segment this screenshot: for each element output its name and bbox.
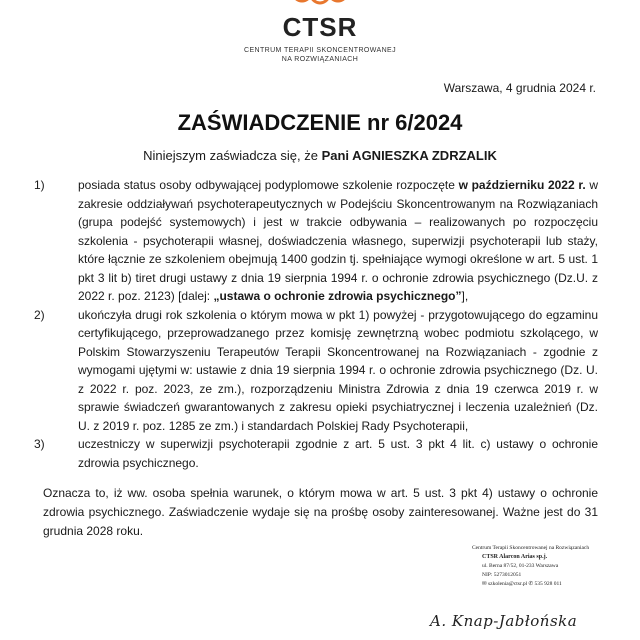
list-item (34, 306, 598, 436)
statement-list (34, 176, 598, 472)
intro-line (0, 148, 640, 163)
place-date: Warszawa, 4 grudnia 2024 r. (443, 81, 596, 95)
item-text-bold: w październiku 2022 r. (458, 178, 586, 192)
recipient-name: Pani AGNIESZKA ZDRZALIK (321, 148, 497, 163)
stamp-line: ul. Berna 87/52, 01-233 Warszawa (482, 563, 559, 569)
brand-name: CTSR (282, 12, 358, 42)
conclusion-paragraph: Oznacza to, iż ww. osoba spełnia warunek, o którym mowa w art. 5 ust. 3 pkt 4) ustawy o ochronie zdrowia psychicznego. Zaświadczenie wydaje się na prośbę osoby zainteresowanej. Ważne jest do 31 grudnia 2028 roku. (43, 486, 598, 538)
item-text: ukończyła drugi rok szkolenia o którym mowa w pkt 1) powyżej - przygotowującego do egzaminu certyfikującego, przeprowadzanego przez komisję zewnętrzną wobec podmiotu szkolącego, w Polskim Stowarzyszeniu Terapeutów Terapii Skoncentrowanej na Rozwiązaniach - zgodnie z wymogami ujętymi w: ustawie z dnia 19 sierpnia 1994 r. o ochronie zdrowia psychicznego (Dz. U. z 2022 r. poz. 2023, ze zm.), rozporządzeniu Ministra Zdrowia z dnia 19 czerwca 2019 r. w sprawie świadczeń gwarantowanych z zakresu opieki psychiatrycznej i leczenia uzależnień (Dz. U. z 2019 r. poz. 1285 ze zm.) i standardach Polskiej Rady Psychoterapii, (78, 307, 598, 433)
item-text: uczestniczy w superwizji psychoterapii zgodnie z art. 5 ust. 3 pkt 4 lit. c) ustawy o ochronie zdrowia psychicznego. (78, 437, 598, 470)
document-title: ZAŚWIADCZENIE nr 6/2024 (177, 110, 463, 135)
intro-text: Niniejszym zaświadcza się, że (143, 148, 322, 163)
item-number: 3) (34, 437, 45, 451)
signature: A. Knap-Jabłońska (430, 612, 578, 630)
list-item (34, 435, 598, 472)
item-text-part: w zakresie oddziaływań psychoterapeutycznych w Podejściu Skoncentrowanym na Rozwiązaniach (grupa podejść systemowych) i jest w trakcie odbywania – realizowanych po rozpoczęciu szkolenia - psychoterapii własnej, doświadczenia własnego, superwizji psychoterapii lub staży, które łącznie ze szkoleniem obejmują 1400 godzin tj. spełniające wymogi określone w art. 5 ust. 1 pkt 3 lit b) tiret drugi ustawy z dnia 19 sierpnia 1994 r. o ochronie zdrowia psychicznego (Dz.U. z 2022 r. poz. 2123) [dalej: (78, 178, 599, 303)
item-text-bold: „ustawa o ochronie zdrowia psychicznego” (213, 289, 462, 303)
item-text (78, 176, 598, 306)
company-stamp (466, 544, 616, 589)
item-text-part: ], (461, 289, 469, 303)
stamp-line: Centrum Terapii Skoncentrowanej na Rozwiązaniach (472, 545, 590, 551)
list-item (34, 176, 598, 306)
orange-rings-icon (280, 0, 360, 8)
brand-subtitle-line1: CENTRUM TERAPII SKONCENTROWANEJ (243, 47, 397, 54)
brand-subtitle-line2: NA ROZWIĄZANIACH (281, 56, 359, 63)
item-text-part: posiada status osoby odbywającej podyplomowe szkolenie rozpoczęte (78, 178, 459, 192)
stamp-line: NIP: 5273012051 (482, 572, 522, 578)
stamp-line: ✉ szkolenia@ctsr.pl ✆ 535 928 011 (482, 581, 562, 587)
stamp-line: CTSR Alarcon Arias sp.j. (482, 554, 548, 560)
item-number: 1) (34, 178, 45, 192)
item-number: 2) (34, 307, 45, 322)
